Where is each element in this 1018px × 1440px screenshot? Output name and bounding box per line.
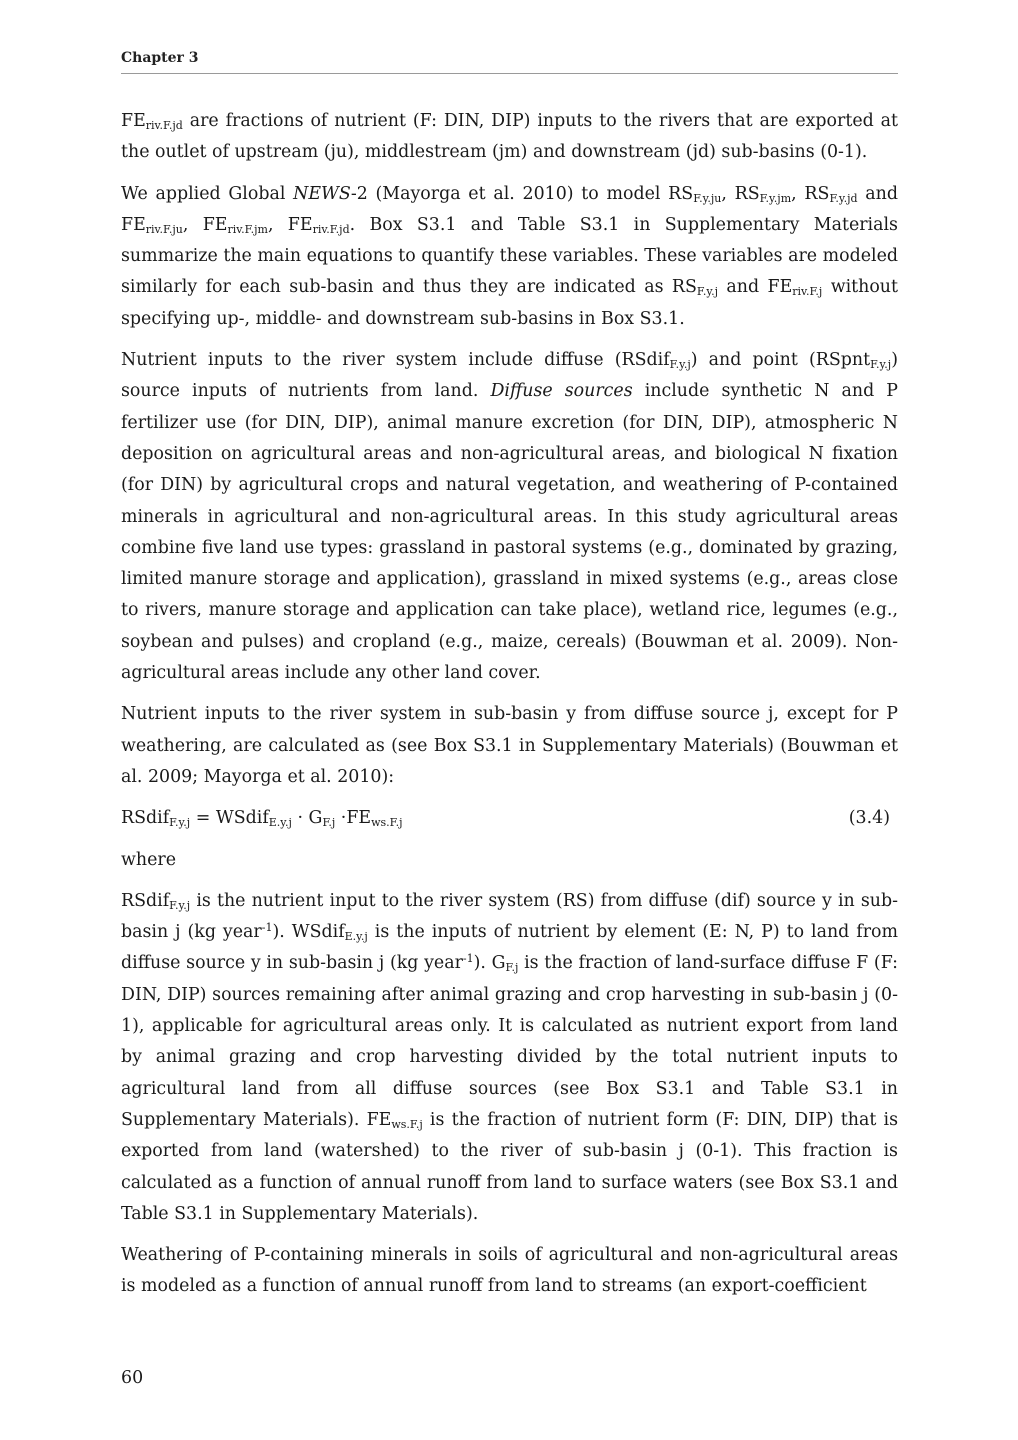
- running-header: [121, 47, 898, 74]
- paragraph-weathering: Weathering of P-containing minerals in soils of agricultural and non-agricultural areas is modeled as a function of annual runoff from land to streams (an export-coefficient: [121, 1245, 898, 1297]
- equation-body: RSdif$_{F.y.j}$ = WSdif$_{E.y.j}$ · $G_{F.j} \cdot FE_{ws.F.j}$: [121, 808, 403, 830]
- paragraph-variable-definitions: RSdif$_{F.y.j}$ is the nutrient input to the river system (RS) from diffuse (dif) source y in sub-basin j (kg year$^{-1}$). WSdif$_{E.y.j}$ is the inputs of nutrient by element (E: N, P) to land from diffuse source y in sub-basin j (kg year$^{-1}$). $G_{F.j}$ is the fraction of land-surface diffuse F (F: DIN, DIP) sources remaining after animal grazing and crop harvesting in sub-basin j (0-1), applicable for agricultural areas only. It is calculated as nutrient export from land by animal grazing and crop harvesting divided by the total nutrient inputs to agricultural land from all diffuse sources (see Box S3.1 and Table S3.1 in Supplementary Materials). $FE_{ws.F.j}$ is the fraction of nutrient form (F: DIN, DIP) that is exported from land (watershed) to the river of sub-basin j (0-1). This fraction is calculated as a function of annual runoff from land to surface waters (see Box S3.1 and Table S3.1 in Supplementary Materials).: [121, 890, 899, 1224]
- chapter-label: Chapter 3: [121, 50, 199, 66]
- body-text: [121, 106, 898, 1313]
- page-number: 60: [121, 1368, 144, 1388]
- paragraph-nutrient-inputs: Nutrient inputs to the river system include diffuse (RSdif$_{F.y.j}$) and point (RSpnt$_{F.y.j}$) source inputs of nutrients from land. Diffuse sources include synthetic N and P fertilizer use (for DIN, DIP), animal manure excretion (for DIN, DIP), atmospheric N deposition on agricultural areas and non-agricultural areas, and biological N fixation (for DIN) by agricultural crops and natural vegetation, and weathering of P-contained minerals in agricultural and non-agricultural areas. In this study agricultural areas combine five land use types: grassland in pastoral systems (e.g., dominated by grazing, limited manure storage and application), grassland in mixed systems (e.g., areas close to rivers, manure storage and application can take place), wetland rice, legumes (e.g., soybean and pulses) and cropland (e.g., maize, cereals) (Bouwman et al. 2009). Non-agricultural areas include any other land cover.: [121, 350, 898, 684]
- equation-3-4: [121, 803, 898, 834]
- where-label: where: [121, 849, 176, 870]
- paragraph-global-news: We applied Global NEWS-2 (Mayorga et al. 2010) to model $RS_{F.y.ju}$, $RS_{F.y.jm}$, $RS_{F.y.jd}$ and $FE_{riv.F.ju}$, $FE_{riv.F.jm}$, $FE_{riv.F.jd}$. Box S3.1 and Table S3.1 in Supplementary Materials summarize the main equations to quantify these variables. These variables are modeled similarly for each sub-basin and thus they are indicated as $RS_{F.y.j}$ and $FE_{riv.F.j}$ without specifying up-, middle- and downstream sub-basins in Box S3.1.: [121, 183, 898, 329]
- equation-number: (3.4): [848, 808, 890, 829]
- paragraph-fe-riv-definition: $FE_{riv.F.jd}$ are fractions of nutrient (F: DIN, DIP) inputs to the rivers that are exported at the outlet of upstream (ju), middlestream (jm) and downstream (jd) sub-basins (0-1).: [121, 111, 898, 163]
- paragraph-calculation-intro: Nutrient inputs to the river system in sub-basin y from diffuse source j, except for P weathering, are calculated as (see Box S3.1 in Supplementary Materials) (Bouwman et al. 2009; Mayorga et al. 2010):: [121, 704, 898, 787]
